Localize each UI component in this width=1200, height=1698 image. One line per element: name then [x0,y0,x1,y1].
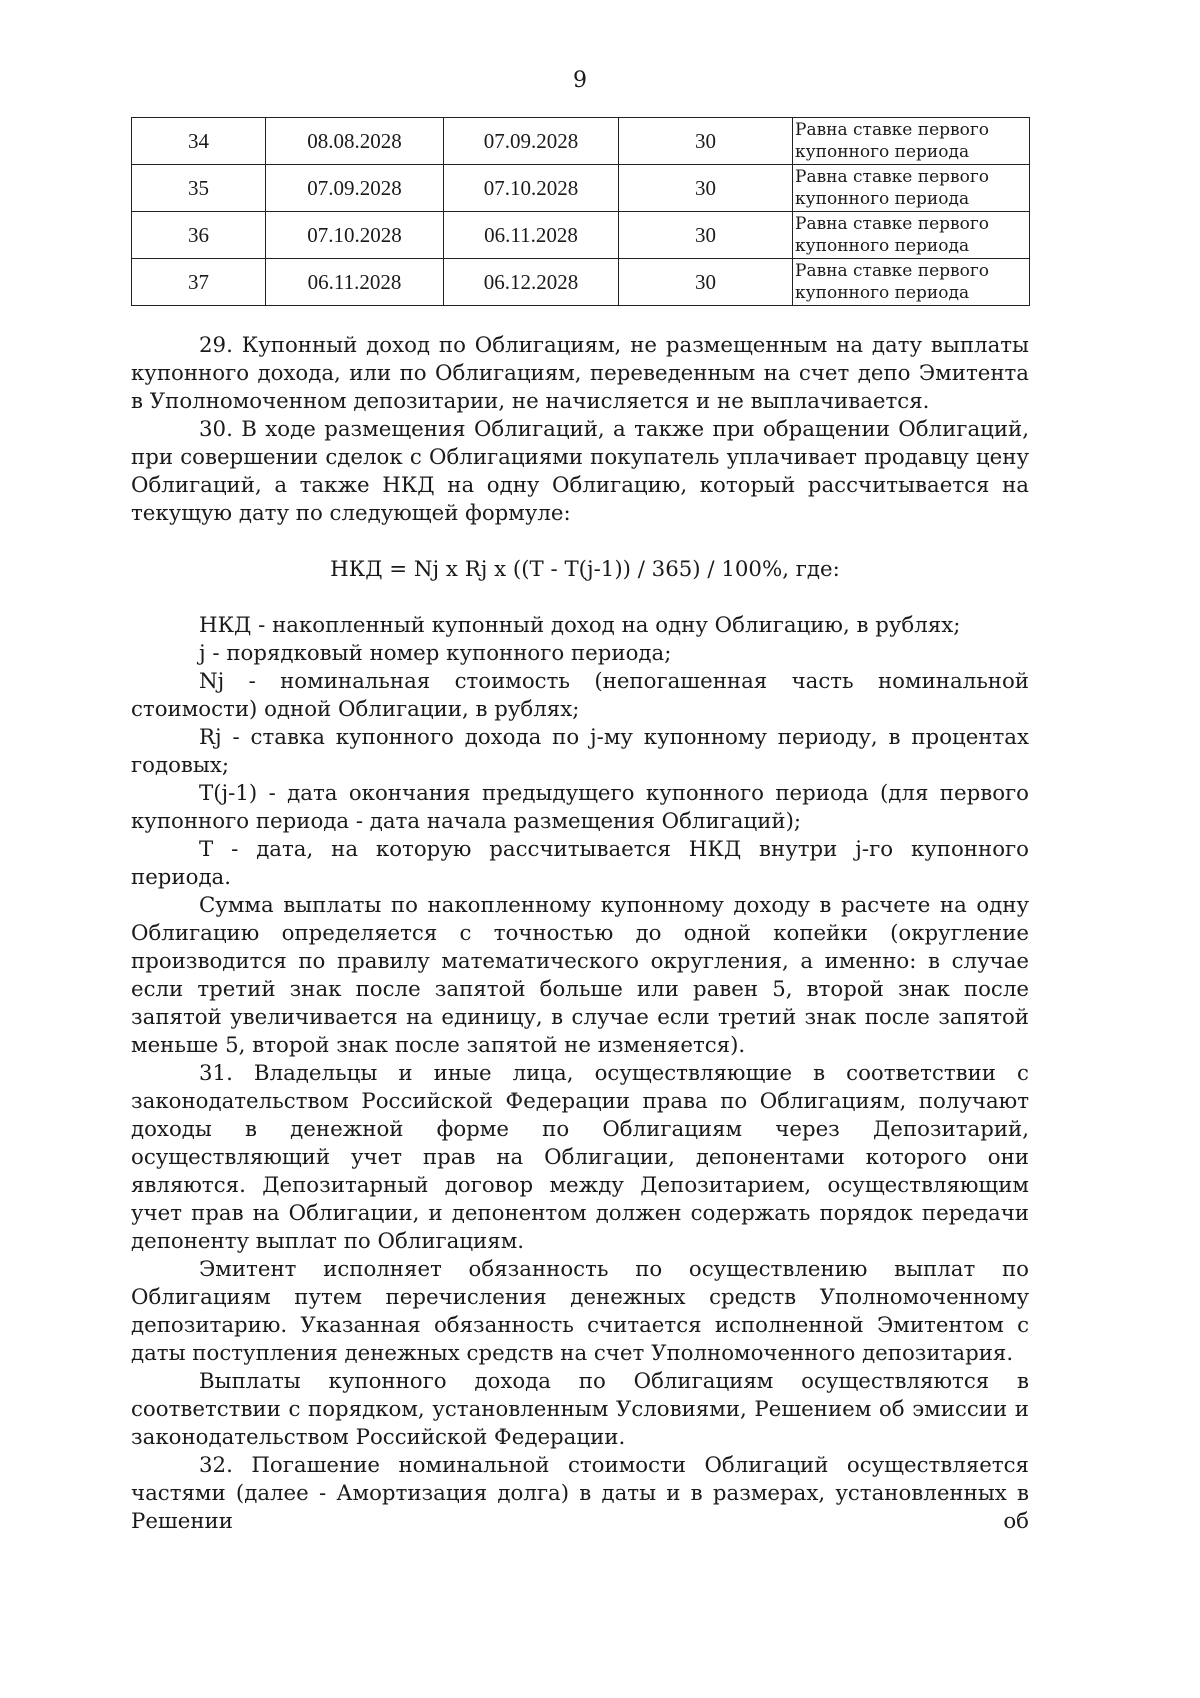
definition-j: j - порядковый номер купонного периода; [199,641,672,666]
period-start-date: 07.10.2028 [266,212,444,259]
coupon-number: 37 [132,259,266,306]
definition-t: T - дата, на которую рассчитывается НКД внутри j-го купонного периода. [131,837,1029,890]
page-number: 9 [573,68,587,93]
paragraph-32: 32. Погашение номинальной стоимости Облигаций осуществляется частями (далее - Амортизация долга) в даты и в размерах, установленных в Решении об [131,1453,1029,1534]
table-row [132,259,1030,306]
period-end-date: 06.11.2028 [444,212,619,259]
document-body [131,332,1029,1536]
table-row [132,165,1030,212]
coupon-schedule-table [131,117,1030,306]
coupon-number: 36 [132,212,266,259]
coupon-rate: Равна ставке первого купонного периода [793,259,1030,306]
coupon-rate: Равна ставке первого купонного периода [793,118,1030,165]
period-days: 30 [619,118,793,165]
period-days: 30 [619,259,793,306]
paragraph-emitent-obligation: Эмитент исполняет обязанность по осуществлению выплат по Облигациям путем перечисления денежных средств Уполномоченному депозитарию. Указанная обязанность считается исполненной Эмитентом с даты поступления денежных средств на счет Уполномоченного депозитария. [131,1257,1029,1366]
period-end-date: 06.12.2028 [444,259,619,306]
definition-nkd: НКД - накопленный купонный доход на одну Облигацию, в рублях; [199,613,961,638]
paragraph-coupon-payments: Выплаты купонного дохода по Облигациям осуществляются в соответствии с порядком, установленным Условиями, Решением об эмиссии и законодательством Российской Федерации. [131,1369,1029,1450]
period-start-date: 07.09.2028 [266,165,444,212]
coupon-rate: Равна ставке первого купонного периода [793,212,1030,259]
coupon-number: 35 [132,165,266,212]
table-row [132,212,1030,259]
nkd-formula: НКД = Nj x Rj x ((T - T(j-1)) / 365) / 100%, где: [330,557,840,582]
paragraph-29: 29. Купонный доход по Облигациям, не размещенным на дату выплаты купонного дохода, или по Облигациям, переведенным на счет депо Эмитента в Уполномоченном депозитарии, не начисляется и не выплачивается. [131,333,1029,414]
definition-t-prev: T(j-1) - дата окончания предыдущего купонного периода (для первого купонного периода - дата начала размещения Облигаций); [131,781,1029,834]
period-end-date: 07.10.2028 [444,165,619,212]
period-start-date: 06.11.2028 [266,259,444,306]
period-start-date: 08.08.2028 [266,118,444,165]
period-days: 30 [619,212,793,259]
period-days: 30 [619,165,793,212]
paragraph-31: 31. Владельцы и иные лица, осуществляющие в соответствии с законодательством Российской Федерации права по Облигациям, получают доходы в денежной форме по Облигациям через Депозитарий, осуществляющий учет прав на Облигации, депонентами которого они являются. Депозитарный договор между Депозитарием, осуществляющим учет прав на Облигации, и депонентом должен содержать порядок передачи депоненту выплат по Облигациям. [131,1061,1029,1254]
definition-nj: Nj - номинальная стоимость (непогашенная часть номинальной стоимости) одной Облигации, в рублях; [131,669,1029,722]
paragraph-30: 30. В ходе размещения Облигаций, а также при обращении Облигаций, при совершении сделок с Облигациями покупатель уплачивает продавцу цену Облигаций, а также НКД на одну Облигацию, который рассчитывается на текущую дату по следующей формуле: [131,417,1029,526]
definition-rj: Rj - ставка купонного дохода по j-му купонному периоду, в процентах годовых; [131,725,1029,778]
coupon-number: 34 [132,118,266,165]
period-end-date: 07.09.2028 [444,118,619,165]
table-row [132,118,1030,165]
coupon-rate: Равна ставке первого купонного периода [793,165,1030,212]
paragraph-rounding: Сумма выплаты по накопленному купонному доходу в расчете на одну Облигацию определяется с точностью до одной копейки (округление производится по правилу математического округления, а именно: в случае если третий знак после запятой больше или равен 5, второй знак после запятой увеличивается на единицу, в случае если третий знак после запятой меньше 5, второй знак после запятой не изменяется). [131,893,1029,1058]
